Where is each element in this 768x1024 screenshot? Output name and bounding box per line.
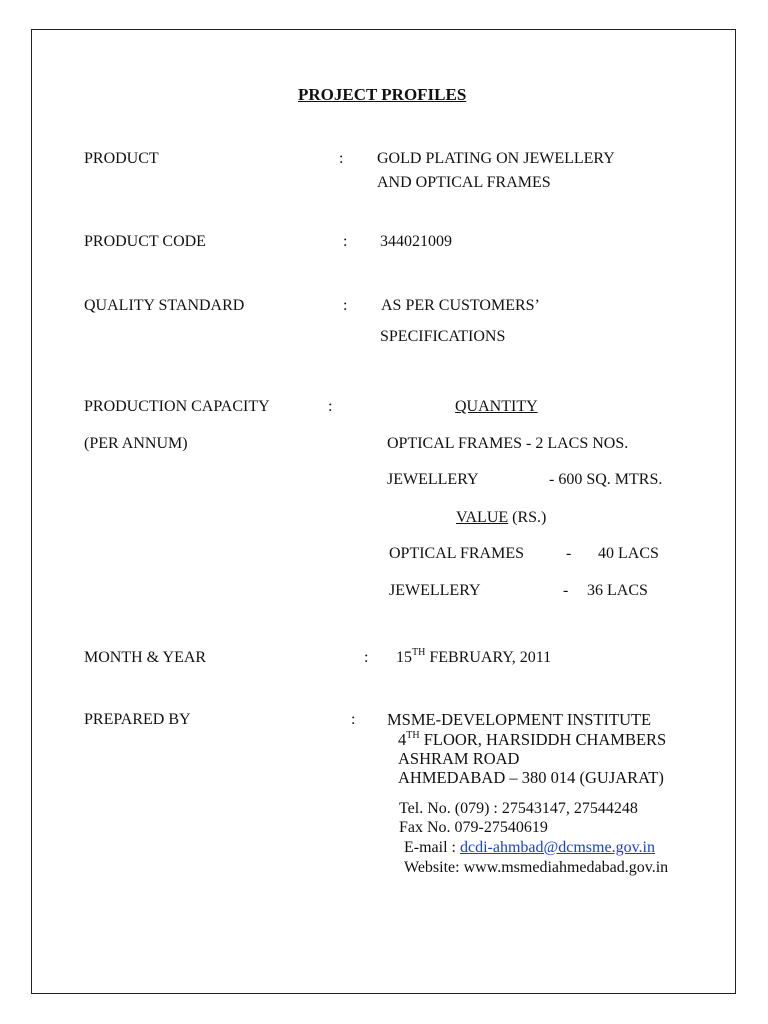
floor-suffix: TH <box>406 730 420 741</box>
contact-email-line <box>404 840 655 856</box>
product-code-label: PRODUCT CODE <box>84 233 206 250</box>
value-row-jewellery-value: 36 LACS <box>587 582 648 599</box>
prepared-by-org: MSME-DEVELOPMENT INSTITUTE <box>387 710 652 729</box>
product-value-line1: GOLD PLATING ON JEWELLERY <box>377 150 615 167</box>
value-unit: (RS.) <box>512 509 547 526</box>
value-row-optical-frames-item: OPTICAL FRAMES <box>389 545 524 562</box>
value-heading-line <box>456 510 546 526</box>
month-year-value <box>396 647 552 666</box>
prepared-by-road: ASHRAM ROAD <box>398 749 520 768</box>
prepared-by-label: PREPARED BY <box>84 711 191 728</box>
value-heading: VALUE <box>456 509 509 526</box>
prepared-by-colon: : <box>351 711 356 728</box>
value-row-optical-frames-dash: - <box>566 545 572 562</box>
contact-tel: Tel. No. (079) : 27543147, 27544248 <box>399 800 638 817</box>
month-year-colon: : <box>364 649 369 666</box>
quantity-row-optical-frames: OPTICAL FRAMES - 2 LACS NOS. <box>387 435 629 452</box>
value-row-jewellery-dash: - <box>563 582 569 599</box>
month-year-day: 15 <box>396 649 412 666</box>
month-year-label: MONTH & YEAR <box>84 649 207 666</box>
contact-website-line <box>404 860 668 876</box>
value-row-optical-frames-value: 40 LACS <box>598 545 659 562</box>
product-value-line2: AND OPTICAL FRAMES <box>377 174 551 191</box>
production-capacity-colon: : <box>328 398 333 415</box>
website-label: Website: <box>404 859 460 876</box>
month-year-day-suffix: TH <box>412 647 426 658</box>
value-row-jewellery-item: JEWELLERY <box>389 582 481 599</box>
quality-standard-colon: : <box>343 297 348 314</box>
contact-fax: Fax No. 079-27540619 <box>399 819 548 836</box>
per-annum-label: (PER ANNUM) <box>84 435 188 452</box>
email-link[interactable]: dcdi-ahmbad@dcmsme.gov.in <box>459 839 655 856</box>
document-title: PROJECT PROFILES <box>298 85 467 104</box>
quantity-heading: QUANTITY <box>455 398 538 415</box>
quality-standard-line2: SPECIFICATIONS <box>380 328 506 345</box>
prepared-by-floor <box>398 732 666 749</box>
product-code-value: 344021009 <box>380 233 452 250</box>
quantity-row-jewellery-item: JEWELLERY <box>387 471 479 488</box>
production-capacity-label: PRODUCTION CAPACITY <box>84 398 270 415</box>
quality-standard-label: QUALITY STANDARD <box>84 297 245 314</box>
floor-rest: FLOOR, HARSIDDH CHAMBERS <box>423 730 667 749</box>
product-code-colon: : <box>343 233 348 250</box>
quality-standard-line1: AS PER CUSTOMERS’ <box>381 297 540 314</box>
product-label: PRODUCT <box>84 150 159 167</box>
month-year-rest: FEBRUARY, 2011 <box>429 649 552 666</box>
email-label: E-mail : <box>404 839 456 856</box>
website-url: www.msmediahmedabad.gov.in <box>463 859 669 876</box>
floor-number: 4 <box>398 730 407 749</box>
prepared-by-city: AHMEDABAD – 380 014 (GUJARAT) <box>398 768 664 787</box>
quantity-row-jewellery-value: - 600 SQ. MTRS. <box>549 471 663 488</box>
product-colon: : <box>339 150 344 167</box>
